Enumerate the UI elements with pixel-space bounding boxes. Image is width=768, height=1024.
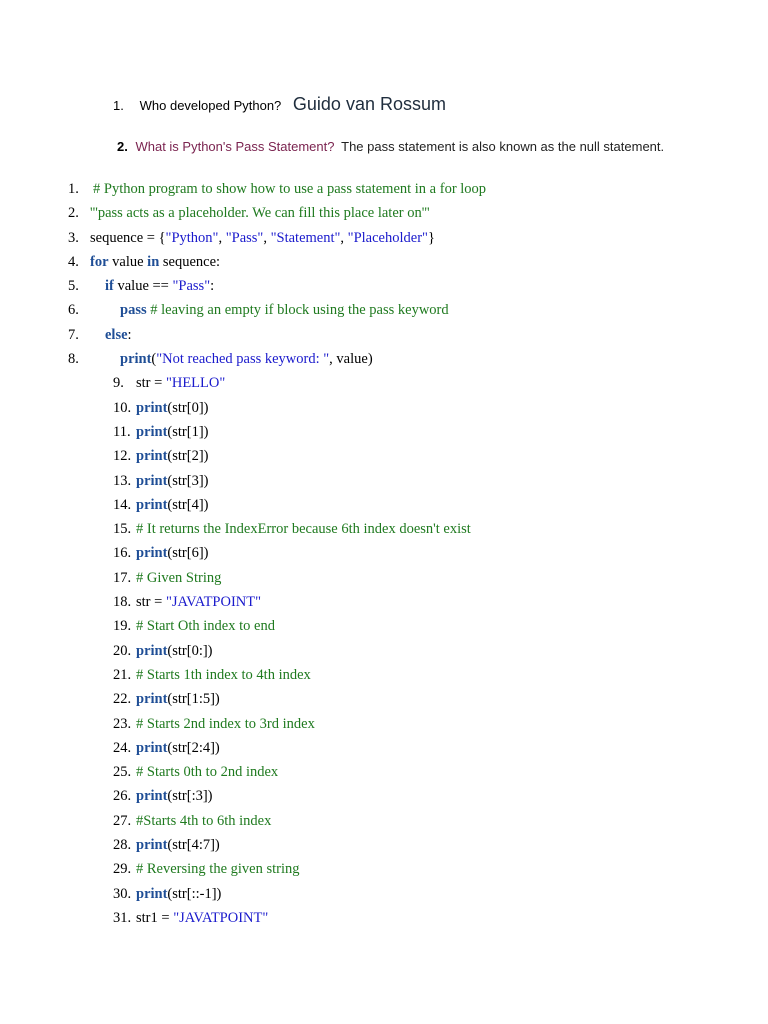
code-line [0, 371, 768, 395]
code-line [0, 177, 768, 201]
code-line [0, 298, 768, 322]
code-comment: # Given String [136, 569, 222, 586]
code-line [0, 469, 768, 493]
line-number: 27. [113, 812, 132, 829]
line-number: 16. [113, 545, 132, 562]
code-token: , [218, 229, 226, 246]
code-comment: # Start Oth index to end [136, 618, 275, 635]
line-number: 3. [68, 229, 79, 246]
code-line [0, 274, 768, 298]
code-text [136, 590, 261, 614]
line-number: 28. [113, 837, 132, 854]
code-token: value [108, 253, 148, 270]
code-keyword: print [136, 496, 168, 513]
code-token: , [340, 229, 348, 246]
line-number: 7. [68, 326, 79, 343]
code-line [0, 420, 768, 444]
code-text [136, 469, 209, 493]
line-number: 15. [113, 521, 132, 538]
code-token: (str[1:5]) [167, 691, 220, 708]
code-keyword: in [147, 253, 160, 270]
code-line [0, 201, 768, 225]
question-number: 2. [117, 139, 128, 154]
code-comment: '''pass acts as a placeholder. We can fill this place later on''' [90, 205, 430, 222]
code-text [90, 250, 220, 274]
code-line [0, 760, 768, 784]
code-comment: # leaving an empty if block using the pass keyword [146, 302, 449, 319]
line-number: 10. [113, 399, 132, 416]
code-line [0, 906, 768, 930]
code-line [0, 493, 768, 517]
code-line [0, 347, 768, 371]
code-token: (str[::-1]) [167, 885, 222, 902]
line-number: 25. [113, 764, 132, 781]
code-token: sequence = { [90, 229, 166, 246]
code-keyword: print [136, 545, 168, 562]
line-number: 1. [68, 181, 79, 197]
code-line [0, 250, 768, 274]
line-number: 4. [68, 253, 79, 270]
code-string: "JAVATPOINT" [165, 594, 262, 611]
code-string: "HELLO" [165, 375, 226, 392]
line-number: 30. [113, 885, 132, 902]
code-text [120, 298, 449, 322]
code-line [0, 857, 768, 881]
code-token: ( [151, 351, 157, 368]
code-keyword: print [136, 788, 168, 805]
code-text [136, 541, 209, 565]
question-answer: Guido van Rossum [292, 94, 446, 114]
code-keyword: print [136, 691, 168, 708]
code-line [0, 396, 768, 420]
code-line [0, 736, 768, 760]
code-line [0, 566, 768, 590]
code-line [0, 882, 768, 906]
code-keyword: pass [120, 302, 147, 319]
code-line [0, 590, 768, 614]
code-text [136, 882, 221, 906]
code-comment: # Python program to show how to use a pass statement in a for loop [93, 181, 487, 197]
code-comment: # Starts 0th to 2nd index [136, 764, 279, 781]
code-token: (str[0]) [167, 399, 209, 416]
code-string: "Python" [165, 229, 219, 246]
code-line [0, 784, 768, 808]
code-token: str = [136, 375, 166, 392]
line-number: 8. [68, 351, 79, 368]
code-line [0, 639, 768, 663]
code-line [0, 444, 768, 468]
code-line [0, 809, 768, 833]
code-line [0, 663, 768, 687]
line-number: 26. [113, 788, 132, 805]
code-text [90, 226, 435, 250]
code-token: , [263, 229, 271, 246]
code-token: (str[4]) [167, 496, 209, 513]
code-line [0, 517, 768, 541]
line-number: 17. [113, 569, 132, 586]
code-string: "JAVATPOINT" [173, 909, 269, 926]
code-line [0, 323, 768, 347]
code-string: "Placeholder" [347, 229, 428, 246]
code-keyword: print [136, 837, 168, 854]
code-text [136, 493, 209, 517]
code-text [136, 809, 271, 833]
code-comment: # Reversing the given string [136, 861, 300, 878]
code-keyword: print [136, 739, 168, 756]
code-text [90, 201, 430, 225]
code-text [136, 760, 278, 784]
line-number: 11. [113, 423, 131, 440]
line-number: 21. [113, 666, 132, 683]
code-line [0, 614, 768, 638]
code-text [136, 663, 311, 687]
code-token: (str[6]) [167, 545, 209, 562]
line-number: 12. [113, 448, 132, 465]
code-line [0, 226, 768, 250]
code-token: : [210, 278, 215, 295]
code-keyword: for [90, 253, 109, 270]
code-text [105, 323, 132, 347]
question-number: 1. [113, 98, 124, 113]
code-token: (str[0:]) [167, 642, 213, 659]
code-keyword: if [105, 278, 114, 295]
question-text: Who developed Python? [139, 98, 282, 113]
code-token: , value) [329, 351, 373, 368]
code-keyword: print [136, 399, 168, 416]
code-string: "Pass" [172, 278, 211, 295]
line-number: 9. [113, 375, 124, 392]
line-number: 2. [68, 205, 79, 222]
code-comment: # It returns the IndexError because 6th index doesn't exist [136, 521, 471, 538]
code-string: "Statement" [270, 229, 341, 246]
code-listing [0, 177, 768, 930]
code-token: (str[:3]) [167, 788, 213, 805]
code-text [136, 566, 221, 590]
line-number: 20. [113, 642, 132, 659]
code-line [0, 833, 768, 857]
code-line [0, 541, 768, 565]
line-number: 22. [113, 691, 132, 708]
code-token: (str[2]) [167, 448, 209, 465]
code-text [136, 444, 209, 468]
code-text [136, 371, 225, 395]
code-keyword: print [120, 351, 152, 368]
code-text [136, 687, 220, 711]
line-number: 14. [113, 496, 132, 513]
code-token: (str[3]) [167, 472, 209, 489]
line-number: 5. [68, 278, 79, 295]
question-1 [113, 93, 446, 117]
code-comment: # Starts 1th index to 4th index [136, 666, 311, 683]
line-number: 18. [113, 594, 132, 611]
code-token: value == [113, 278, 173, 295]
code-keyword: print [136, 448, 168, 465]
code-token: (str[1]) [167, 423, 209, 440]
code-line [0, 712, 768, 736]
question-text: What is Python's Pass Statement? [135, 139, 335, 154]
line-number: 13. [113, 472, 132, 489]
code-text [136, 420, 209, 444]
code-text [136, 906, 268, 930]
code-string: "Pass" [225, 229, 264, 246]
code-text [120, 347, 373, 371]
code-keyword: print [136, 885, 168, 902]
code-text [136, 517, 471, 541]
code-text [136, 833, 220, 857]
code-comment: #Starts 4th to 6th index [136, 812, 272, 829]
code-token: (str[4:7]) [167, 837, 220, 854]
code-token: : [127, 326, 132, 343]
code-keyword: print [136, 423, 168, 440]
code-keyword: else [105, 326, 128, 343]
line-number: 23. [113, 715, 132, 732]
code-text [136, 396, 209, 420]
code-text [136, 736, 220, 760]
code-line [0, 687, 768, 711]
line-number: 19. [113, 618, 132, 635]
question-2 [117, 137, 664, 157]
question-answer: The pass statement is also known as the null statement. [341, 139, 665, 154]
code-text [136, 614, 275, 638]
line-number: 31. [113, 909, 132, 926]
code-text [93, 177, 486, 201]
code-keyword: print [136, 472, 168, 489]
code-token: sequence: [159, 253, 221, 270]
code-string: "Not reached pass keyword: " [156, 351, 330, 368]
code-text [136, 784, 213, 808]
line-number: 6. [68, 302, 79, 319]
code-text [136, 857, 300, 881]
code-text [136, 712, 315, 736]
code-comment: # Starts 2nd index to 3rd index [136, 715, 315, 732]
code-token: str = [136, 594, 166, 611]
code-token: (str[2:4]) [167, 739, 220, 756]
code-text [136, 639, 213, 663]
line-number: 29. [113, 861, 132, 878]
code-keyword: print [136, 642, 168, 659]
line-number: 24. [113, 739, 132, 756]
code-text [105, 274, 214, 298]
code-token: } [427, 229, 435, 246]
code-token: str1 = [136, 909, 174, 926]
